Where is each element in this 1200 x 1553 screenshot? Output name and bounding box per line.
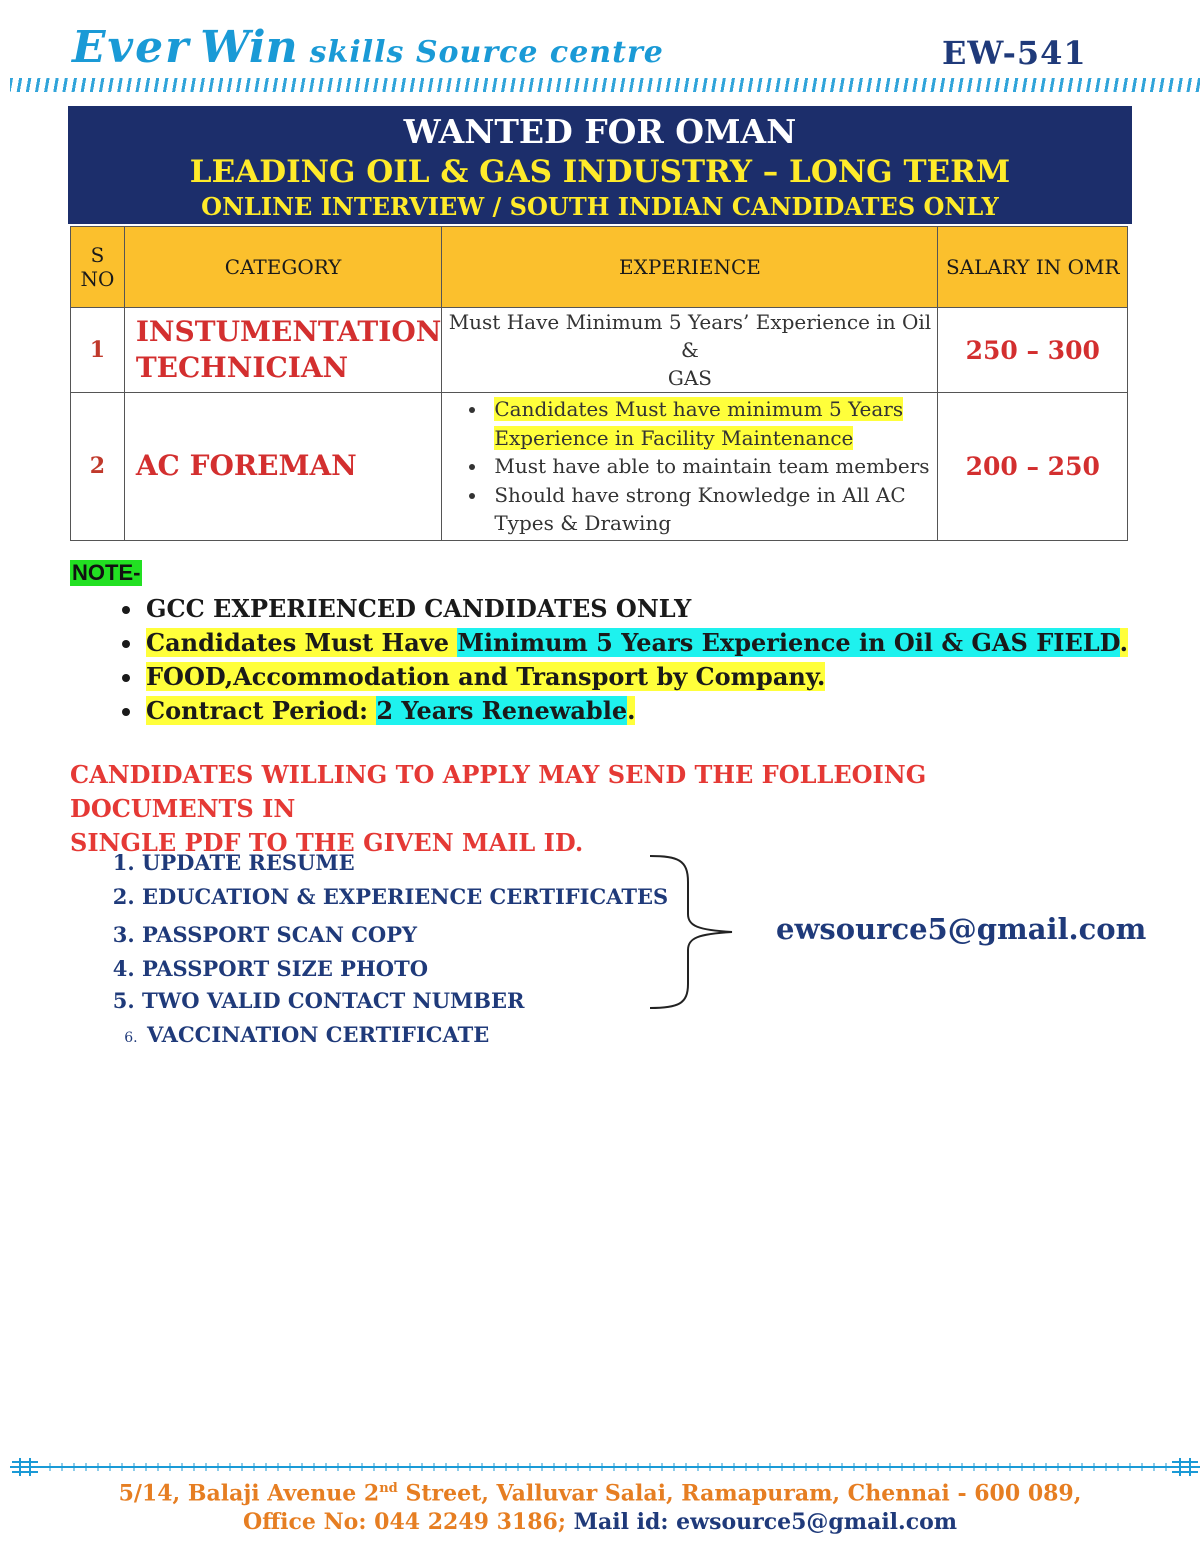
- brand-word-win: Win: [200, 22, 298, 73]
- table-header-row: [71, 227, 1128, 308]
- document-item: 1. UPDATE RESUME: [142, 846, 668, 880]
- document-item: 5. TWO VALID CONTACT NUMBER: [142, 984, 668, 1018]
- footer-mail: Mail id: ewsource5@gmail.com: [565, 1509, 958, 1536]
- header-experience: EXPERIENCE: [442, 227, 938, 308]
- banner-note: ONLINE INTERVIEW / SOUTH INDIAN CANDIDATES ONLY: [201, 192, 999, 221]
- header-stripe: [10, 78, 1200, 92]
- document-item: 4. PASSPORT SIZE PHOTO: [142, 952, 668, 986]
- brand-word-ever: Ever: [72, 22, 191, 73]
- office-phone: Office No: 044 2249 3186;: [242, 1509, 566, 1536]
- note-item: • GCC EXPERIENCED CANDIDATES ONLY: [144, 592, 1128, 626]
- reference-code: EW-541: [942, 34, 1087, 72]
- row-category: INSTUMENTATION TECHNICIAN: [124, 308, 442, 393]
- header-category: CATEGORY: [124, 227, 442, 308]
- contact-email[interactable]: ewsource5@gmail.com: [776, 912, 1147, 946]
- apply-instructions: CANDIDATES WILLING TO APPLY MAY SEND THE FOLLEOING DOCUMENTS IN SINGLE PDF TO THE GIVEN MAIL ID.: [70, 760, 927, 857]
- curly-brace-icon: [648, 852, 738, 1012]
- row-experience: Must Have Minimum 5 Years’ Experience in Oil & GAS: [442, 308, 938, 393]
- note-item: • Contract Period: 2 Years Renewable.: [144, 694, 1128, 728]
- company-logo-text: [72, 22, 664, 73]
- experience-item: • Should have strong Knowledge in All AC Types & Drawing: [488, 481, 931, 538]
- row-salary: 250 – 300: [938, 308, 1128, 393]
- note-item: • Candidates Must Have Minimum 5 Years Experience in Oil & GAS FIELD.: [144, 626, 1128, 660]
- brand-word-rest: skills Source centre: [309, 35, 664, 70]
- table-row: [71, 308, 1128, 393]
- banner-subtitle: LEADING OIL & GAS INDUSTRY – LONG TERM: [189, 154, 1011, 190]
- documents-list: [106, 846, 668, 1052]
- row-category: AC FOREMAN: [124, 393, 442, 541]
- row-sno: 1: [71, 308, 125, 393]
- title-banner: [68, 106, 1132, 224]
- header-sno: S NO: [71, 227, 125, 308]
- note-item: • FOOD,Accommodation and Transport by Company.: [144, 660, 1128, 694]
- row-sno: 2: [71, 393, 125, 541]
- row-salary: 200 – 250: [938, 393, 1128, 541]
- experience-item: • Candidates Must have minimum 5 Years Experience in Facility Maintenance: [488, 395, 931, 452]
- note-label: NOTE-: [72, 560, 141, 585]
- document-item: 3. PASSPORT SCAN COPY: [142, 918, 668, 952]
- row-experience: [442, 393, 938, 541]
- table-row: [71, 393, 1128, 541]
- experience-item: • Must have able to maintain team members: [488, 452, 931, 481]
- banner-title: WANTED FOR OMAN: [403, 112, 797, 151]
- footer-address: 5/14, Balaji Avenue 2nd Street, Valluvar Salai, Ramapuram, Chennai - 600 089, Office No: 044 2249 3186; Mail id: ewsource5@gmail.com: [118, 1480, 1082, 1536]
- document-item: 6. VACCINATION CERTIFICATE: [142, 1018, 668, 1052]
- jobs-table: [70, 226, 1128, 541]
- header-salary: SALARY IN OMR: [938, 227, 1128, 308]
- note-list: [104, 592, 1128, 728]
- document-item: 2. EDUCATION & EXPERIENCE CERTIFICATES: [142, 880, 668, 914]
